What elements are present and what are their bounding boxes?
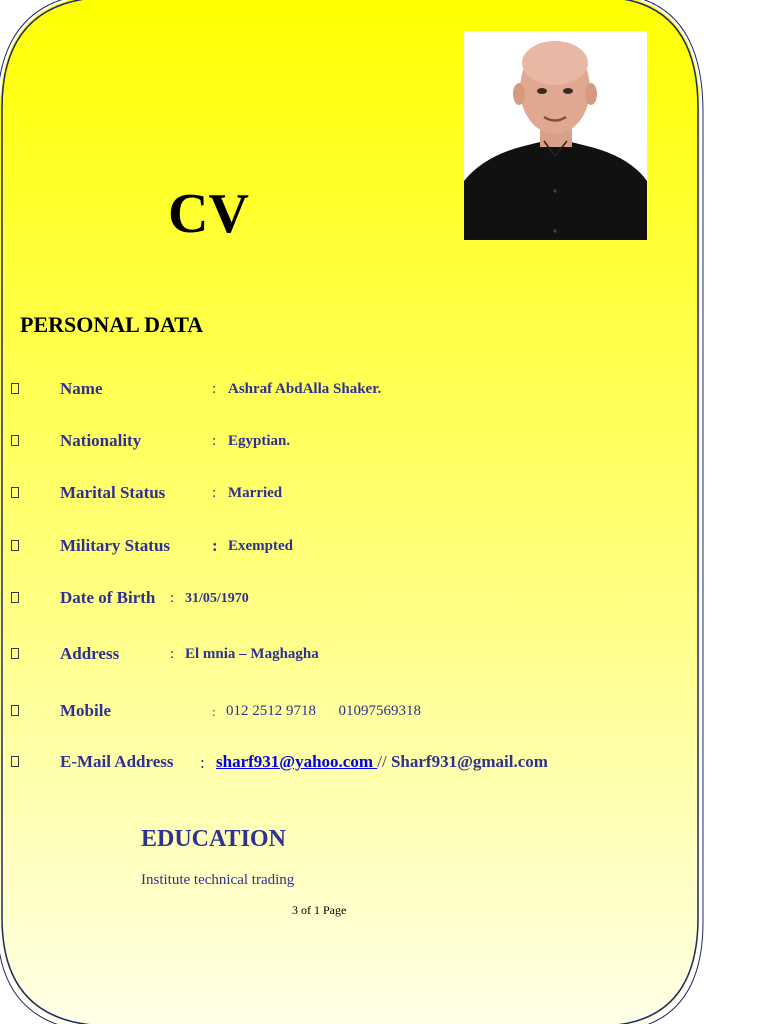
- field-row-marital-status: [0, 483, 700, 509]
- field-separator: :: [212, 485, 217, 501]
- education-text: Institute technical trading: [141, 872, 295, 888]
- field-row-name: [0, 379, 700, 405]
- profile-photo: [464, 31, 647, 240]
- bullet-icon: [11, 592, 19, 603]
- field-label: Nationality: [60, 431, 142, 450]
- field-row-mobile: [0, 701, 700, 727]
- bullet-icon: [11, 756, 19, 767]
- field-row-nationality: [0, 431, 700, 457]
- field-label: Military Status: [60, 536, 171, 555]
- field-separator: :: [212, 433, 217, 449]
- field-separator: :: [212, 381, 217, 397]
- field-separator: :: [212, 704, 216, 719]
- field-label: Mobile: [60, 701, 111, 720]
- bullet-icon: [11, 435, 19, 446]
- field-row-address: [0, 644, 700, 670]
- personal-data-heading: PERSONAL DATA: [20, 312, 204, 337]
- field-separator: :: [170, 646, 175, 662]
- field-value: Ashraf AbdAlla Shaker.: [228, 381, 382, 397]
- bullet-icon: [11, 705, 19, 716]
- email-separator: //: [377, 752, 387, 771]
- field-row-date-of-birth: [0, 588, 700, 614]
- field-row-military-status: [0, 536, 700, 562]
- field-label: E-Mail Address: [60, 752, 174, 771]
- field-value: Exempted: [228, 538, 293, 554]
- field-separator: :: [200, 753, 205, 772]
- field-value: 31/05/1970: [185, 591, 249, 606]
- bullet-icon: [11, 487, 19, 498]
- field-value: Married: [228, 485, 283, 501]
- cv-title: CV: [168, 183, 249, 245]
- page-number: 3 of 1 Page: [292, 903, 347, 917]
- email-value: [216, 752, 548, 772]
- education-heading: EDUCATION: [141, 826, 286, 852]
- field-value: El mnia – Maghagha: [185, 646, 319, 662]
- field-row-email: [0, 752, 700, 778]
- field-label: Date of Birth: [60, 588, 156, 607]
- email-secondary: Sharf931@gmail.com: [386, 752, 548, 771]
- field-label: Name: [60, 379, 103, 398]
- field-separator: :: [212, 536, 218, 555]
- bullet-icon: [11, 540, 19, 551]
- bullet-icon: [11, 648, 19, 659]
- field-separator: :: [170, 590, 175, 606]
- field-label: Address: [60, 644, 120, 663]
- bullet-icon: [11, 383, 19, 394]
- email-link-yahoo[interactable]: sharf931@yahoo.com: [216, 752, 378, 771]
- person-photo-icon: [464, 31, 647, 240]
- field-label: Marital Status: [60, 483, 166, 502]
- field-value: Egyptian.: [228, 433, 291, 449]
- field-value: 012 2512 9718 01097569318: [226, 703, 421, 719]
